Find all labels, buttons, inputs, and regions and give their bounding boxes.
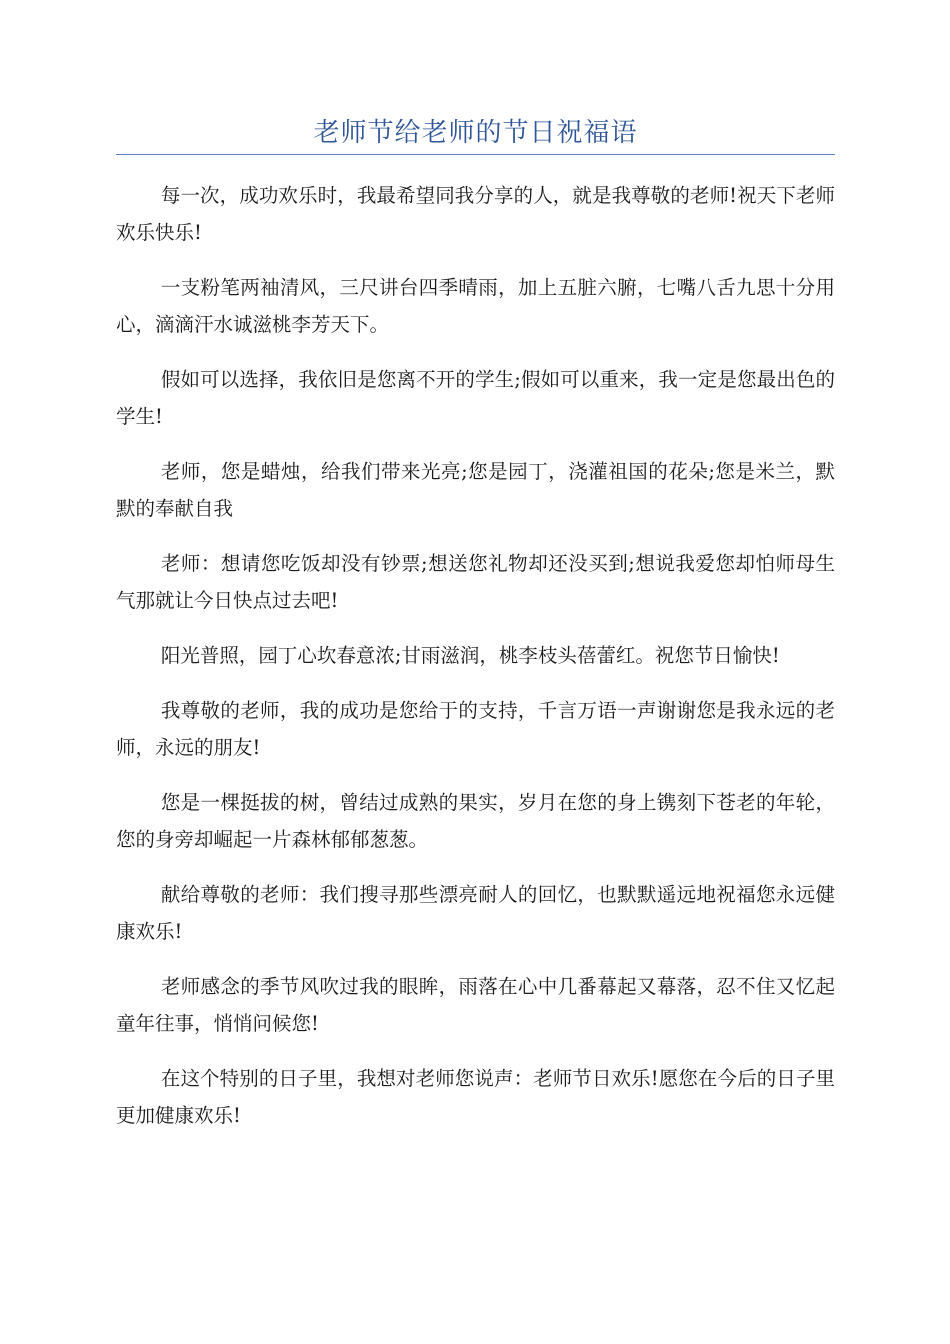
paragraph-4: 老师，您是蜡烛，给我们带来光亮;您是园丁，浇灌祖国的花朵;您是米兰，默默的奉献自我 bbox=[116, 460, 835, 520]
paragraph-8: 您是一棵挺拔的树，曾结过成熟的果实，岁月在您的身上镌刻下苍老的年轮，您的身旁却崛起一片森林郁郁葱葱。 bbox=[116, 791, 835, 851]
paragraph-2: 一支粉笔两袖清风，三尺讲台四季晴雨，加上五脏六腑，七嘴八舌九思十分用心，滴滴汗水诚滋桃李芳天下。 bbox=[116, 276, 835, 336]
title-underline bbox=[116, 154, 835, 155]
paragraph-10: 老师感念的季节风吹过我的眼眸，雨落在心中几番幕起又幕落，忍不住又忆起童年往事，悄悄问候您! bbox=[116, 975, 835, 1035]
paragraph-1: 每一次，成功欢乐时，我最希望同我分享的人，就是我尊敬的老师!祝天下老师欢乐快乐! bbox=[116, 184, 835, 244]
document-body bbox=[116, 177, 835, 1134]
paragraph-11: 在这个特别的日子里，我想对老师您说声：老师节日欢乐!愿您在今后的日子里更加健康欢乐! bbox=[116, 1067, 835, 1127]
paragraph-3: 假如可以选择，我依旧是您离不开的学生;假如可以重来，我一定是您最出色的学生! bbox=[116, 368, 835, 428]
paragraph-9: 献给尊敬的老师：我们搜寻那些漂亮耐人的回忆，也默默遥远地祝福您永远健康欢乐! bbox=[116, 883, 835, 943]
document-title: 老师节给老师的节日祝福语 bbox=[313, 118, 638, 148]
document-page bbox=[116, 0, 835, 1152]
paragraph-6: 阳光普照，园丁心坎春意浓;甘雨滋润，桃李枝头蓓蕾红。祝您节日愉快! bbox=[160, 644, 780, 667]
paragraph-7: 我尊敬的老师，我的成功是您给于的支持，千言万语一声谢谢您是我永远的老师，永远的朋友! bbox=[116, 699, 835, 759]
paragraph-5: 老师：想请您吃饭却没有钞票;想送您礼物却还没买到;想说我爱您却怕师母生气那就让今日快点过去吧! bbox=[116, 552, 835, 612]
